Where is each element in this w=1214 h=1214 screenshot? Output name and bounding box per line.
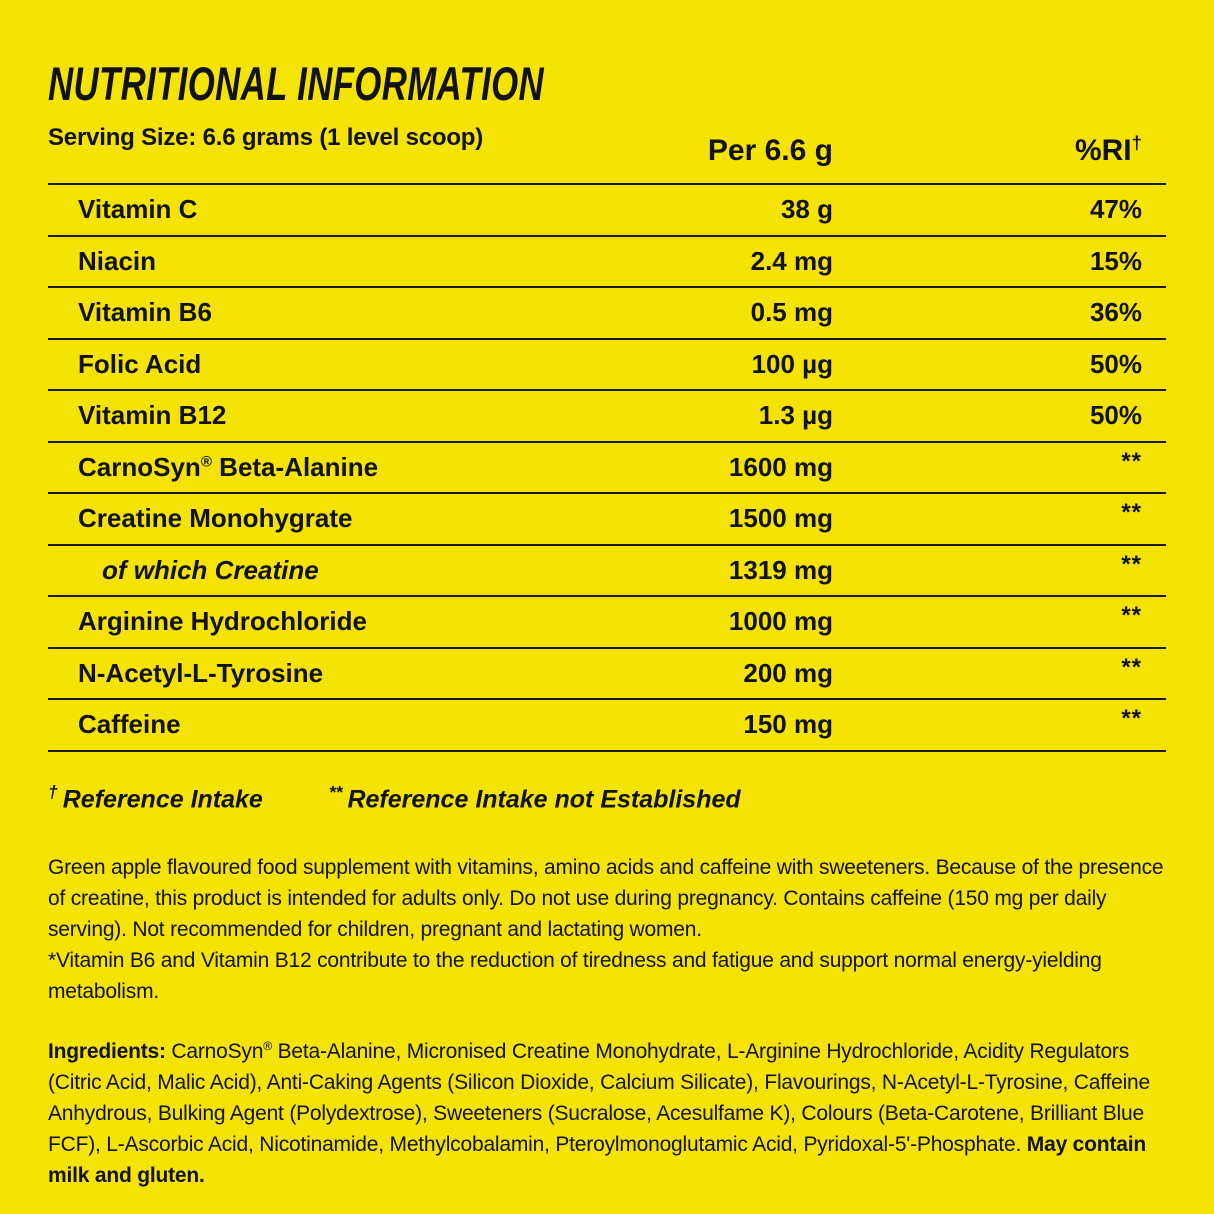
row-amount: 1319 mg bbox=[728, 554, 833, 585]
product-description bbox=[48, 852, 1166, 1007]
row-label: CarnoSyn® Beta-Alanine bbox=[78, 451, 379, 482]
row-ri bbox=[833, 246, 1166, 277]
row-amount: 2.4 mg bbox=[750, 245, 833, 276]
table-row bbox=[48, 340, 1166, 392]
ingredients-list: CarnoSyn® Beta-Alanine, Micronised Creatine Monohydrate, L-Arginine Hydrochloride, Acidity Regulators (Citric Acid, Malic Acid), Anti-Caking Agents (Silicon Dioxide, Calcium Silicate), Flavourings, N-Acetyl-L-Tyrosine, Caffeine Anhydrous, Bulking Agent (Polydextrose), Sweeteners (Sucralose, Acesulfame K), Colours (Beta-Carotene, Brilliant Blue FCF), L-Ascorbic Acid, Nicotinamide, Methylcobalamin, Pteroylmonoglutamic Acid, Pyridoxal-5'-Phosphate. bbox=[48, 1038, 1151, 1156]
table-row bbox=[48, 494, 1166, 546]
ri-value: 50% bbox=[1089, 348, 1142, 379]
row-amount: 1500 mg bbox=[728, 503, 833, 534]
table-row bbox=[48, 237, 1166, 289]
row-ri bbox=[833, 653, 1166, 689]
not-established-marker: ** bbox=[1121, 499, 1142, 527]
ri-header-text: %RI bbox=[1074, 134, 1132, 167]
dagger-icon: † bbox=[1131, 132, 1142, 153]
footnote-reference-intake bbox=[48, 782, 263, 814]
row-label: Vitamin B12 bbox=[78, 400, 227, 431]
column-header-per-serving: Per 6.6 g bbox=[707, 134, 833, 167]
not-established-marker: ** bbox=[1121, 705, 1142, 733]
warning-text: Green apple flavoured food supplement with vitamins, amino acids and caffeine with sweeteners. Because of the presence of creatine, this product is intended for adults only. Do not use during pregnancy. Contains caffeine (150 mg per daily serving). Not recommended for children, pregnant and lactating women. bbox=[48, 855, 1164, 941]
row-label: Creatine Monohygrate bbox=[78, 503, 353, 534]
row-label: Vitamin B6 bbox=[78, 297, 212, 328]
allergen-note: May contain milk and gluten. bbox=[48, 1132, 1146, 1187]
ri-value: 47% bbox=[1089, 194, 1142, 225]
serving-size-label: Serving Size: 6.6 grams (1 level scoop) bbox=[48, 124, 484, 151]
table-row bbox=[48, 700, 1166, 752]
ingredients-label: Ingredients: bbox=[48, 1039, 166, 1063]
row-label: N-Acetyl-L-Tyrosine bbox=[78, 657, 324, 688]
column-header-ri bbox=[833, 132, 1166, 168]
row-label: Folic Acid bbox=[78, 348, 202, 379]
row-ri bbox=[833, 297, 1166, 328]
ingredients-section bbox=[48, 1031, 1166, 1191]
row-ri bbox=[833, 447, 1166, 483]
footnote-not-established bbox=[329, 782, 741, 814]
ri-value: 50% bbox=[1089, 400, 1142, 431]
row-ri bbox=[833, 550, 1166, 586]
row-label: Niacin bbox=[78, 245, 157, 276]
ri-value: 36% bbox=[1089, 297, 1142, 328]
row-ri bbox=[833, 194, 1166, 225]
nutrition-table bbox=[48, 124, 1166, 752]
table-row bbox=[48, 649, 1166, 701]
row-label: of which Creatine bbox=[102, 554, 319, 585]
dagger-icon: † bbox=[48, 781, 58, 802]
row-amount: 150 mg bbox=[743, 709, 833, 740]
row-ri bbox=[833, 602, 1166, 637]
vitamin-note: *Vitamin B6 and Vitamin B12 contribute to the reduction of tiredness and fatigue and support normal energy-yielding metabolism. bbox=[48, 948, 1102, 1003]
table-header-row bbox=[48, 124, 1166, 185]
row-amount: 38 g bbox=[780, 194, 833, 225]
table-body bbox=[48, 185, 1166, 752]
double-asterisk-icon: ** bbox=[328, 781, 343, 802]
table-row bbox=[48, 185, 1166, 237]
row-ri bbox=[833, 400, 1166, 431]
footnote-text: Reference Intake not Established bbox=[347, 784, 741, 813]
page-title: NUTRITIONAL INFORMATION bbox=[48, 57, 545, 110]
ri-value: 15% bbox=[1089, 245, 1142, 276]
table-row bbox=[48, 546, 1166, 598]
not-established-marker: ** bbox=[1121, 550, 1142, 578]
row-label: Caffeine bbox=[78, 709, 181, 740]
table-row bbox=[48, 288, 1166, 340]
row-amount: 200 mg bbox=[743, 657, 833, 688]
row-amount: 1600 mg bbox=[728, 451, 833, 482]
footnote-text: Reference Intake bbox=[62, 784, 263, 813]
not-established-marker: ** bbox=[1121, 447, 1142, 475]
table-row bbox=[48, 597, 1166, 649]
not-established-marker: ** bbox=[1121, 602, 1142, 630]
row-ri bbox=[833, 705, 1166, 740]
footnotes bbox=[48, 782, 1166, 814]
registered-trademark-icon: ® bbox=[263, 1038, 272, 1053]
row-label: Vitamin C bbox=[78, 194, 198, 225]
table-row bbox=[48, 391, 1166, 443]
table-row bbox=[48, 443, 1166, 495]
row-amount: 0.5 mg bbox=[750, 297, 833, 328]
row-amount: 100 µg bbox=[751, 348, 833, 379]
not-established-marker: ** bbox=[1121, 653, 1142, 681]
row-ri bbox=[833, 499, 1166, 534]
registered-trademark-icon: ® bbox=[200, 453, 212, 471]
row-ri bbox=[833, 349, 1166, 380]
row-amount: 1000 mg bbox=[728, 606, 833, 637]
row-label: Arginine Hydrochloride bbox=[78, 606, 367, 637]
row-amount: 1.3 µg bbox=[758, 400, 833, 431]
